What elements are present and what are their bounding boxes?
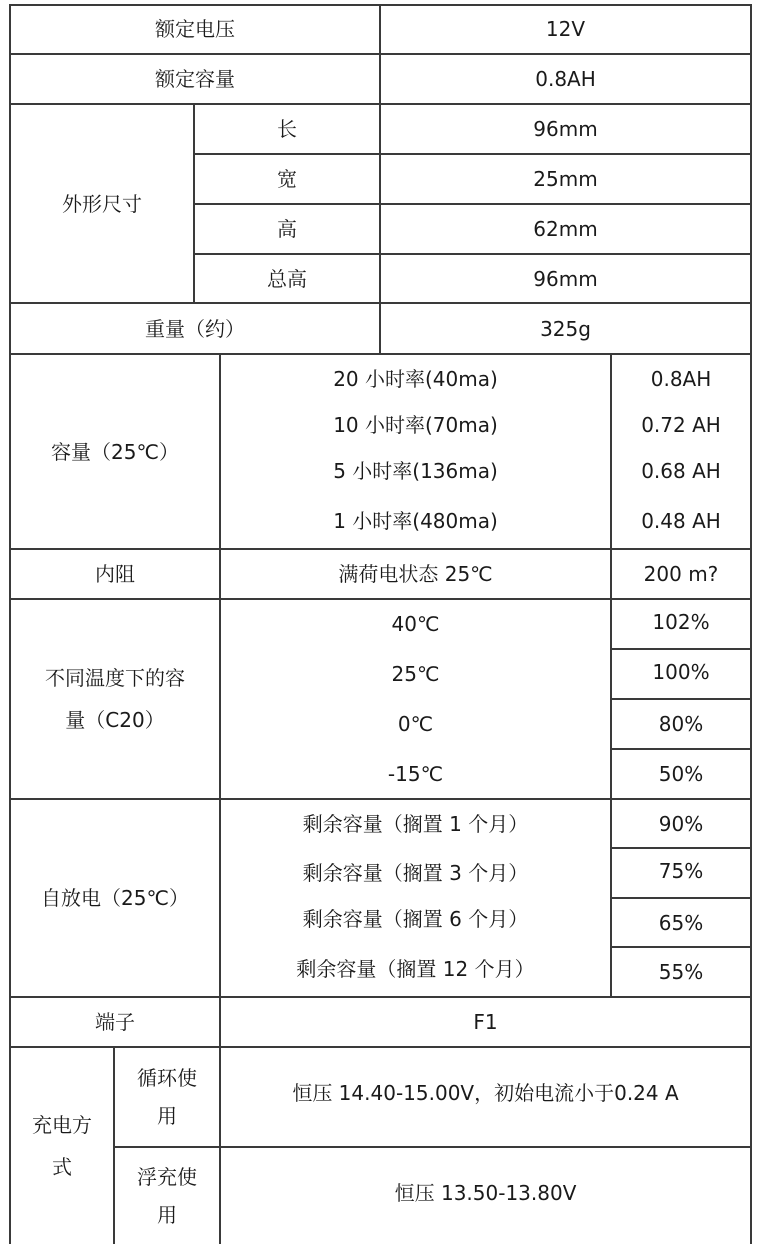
rate-condition: 1 小时率(480ma)	[333, 509, 498, 533]
rate-value: 0.8AH	[650, 367, 712, 391]
temp-value: 80%	[658, 712, 704, 736]
voltage-value: 12V	[545, 17, 586, 41]
charging-label	[11, 1048, 113, 1244]
temp-condition: 0℃	[397, 712, 434, 736]
float-use-line2: 用	[157, 1203, 177, 1227]
capacity-value: 0.8AH	[535, 67, 596, 91]
dimensions-label: 外形尺寸	[62, 191, 142, 216]
rate-condition: 10 小时率(70ma)	[333, 413, 498, 437]
cycle-use-value: 恒压 14.40-15.00V，初始电流小于0.24 A	[292, 1081, 679, 1105]
discharge-value: 75%	[658, 859, 704, 883]
cycle-use-line1: 循环使	[137, 1066, 197, 1090]
resistance-value: 200 m?	[643, 562, 719, 586]
voltage-label: 额定电压	[155, 17, 235, 41]
rate-condition: 20 小时率(40ma)	[333, 367, 498, 391]
temp-value: 50%	[658, 762, 704, 786]
dimension-value: 62mm	[533, 217, 598, 241]
dimension-value: 96mm	[533, 117, 598, 141]
resistance-label: 内阻	[95, 562, 135, 586]
capacity-25-label: 容量（25℃）	[51, 439, 179, 464]
temp-value: 100%	[652, 660, 710, 684]
rate-value: 0.48 AH	[641, 509, 721, 533]
dimension-name: 宽	[277, 167, 297, 191]
dimension-name: 长	[277, 117, 297, 141]
temp-capacity-label	[11, 600, 219, 798]
capacity-label: 额定容量	[155, 67, 235, 91]
temp-capacity-label-line1: 不同温度下的容	[45, 666, 185, 690]
dimension-value: 25mm	[533, 167, 598, 191]
dimension-name: 高	[277, 217, 297, 241]
rate-value: 0.72 AH	[641, 413, 721, 437]
discharge-condition: 剩余容量（搁置 1 个月）	[302, 811, 529, 836]
dimension-name: 总高	[267, 266, 307, 291]
cycle-use-line2: 用	[157, 1104, 177, 1128]
float-use-value: 恒压 13.50-13.80V	[394, 1181, 577, 1205]
temp-capacity-label-line2: 量（C20）	[65, 708, 165, 732]
rate-condition: 5 小时率(136ma)	[333, 459, 498, 483]
resistance-condition: 满荷电状态 25℃	[338, 562, 493, 586]
discharge-value: 55%	[658, 960, 704, 984]
temp-condition: 25℃	[391, 662, 440, 686]
temp-condition: -15℃	[387, 762, 444, 786]
float-use-line1: 浮充使	[137, 1165, 197, 1189]
temp-condition: 40℃	[391, 612, 440, 636]
discharge-value: 90%	[658, 811, 704, 836]
terminal-value: F1	[473, 1010, 498, 1034]
weight-value: 325g	[540, 316, 591, 341]
discharge-condition: 剩余容量（搁置 12 个月）	[296, 957, 535, 981]
charging-label-line2: 式	[52, 1155, 72, 1179]
charging-label-line1: 充电方	[32, 1113, 92, 1137]
terminal-label: 端子	[95, 1010, 135, 1034]
temp-value: 102%	[652, 610, 710, 634]
discharge-condition: 剩余容量（搁置 3 个月）	[302, 861, 529, 885]
weight-label: 重量（约）	[145, 316, 245, 341]
self-discharge-label: 自放电（25℃）	[41, 886, 189, 910]
dimension-value: 96mm	[533, 266, 598, 291]
discharge-value: 65%	[658, 910, 704, 935]
float-use-label	[115, 1148, 219, 1244]
rate-value: 0.68 AH	[641, 459, 721, 483]
discharge-condition: 剩余容量（搁置 6 个月）	[302, 907, 529, 931]
cycle-use-label	[115, 1048, 219, 1146]
table-border-right	[750, 4, 752, 1244]
